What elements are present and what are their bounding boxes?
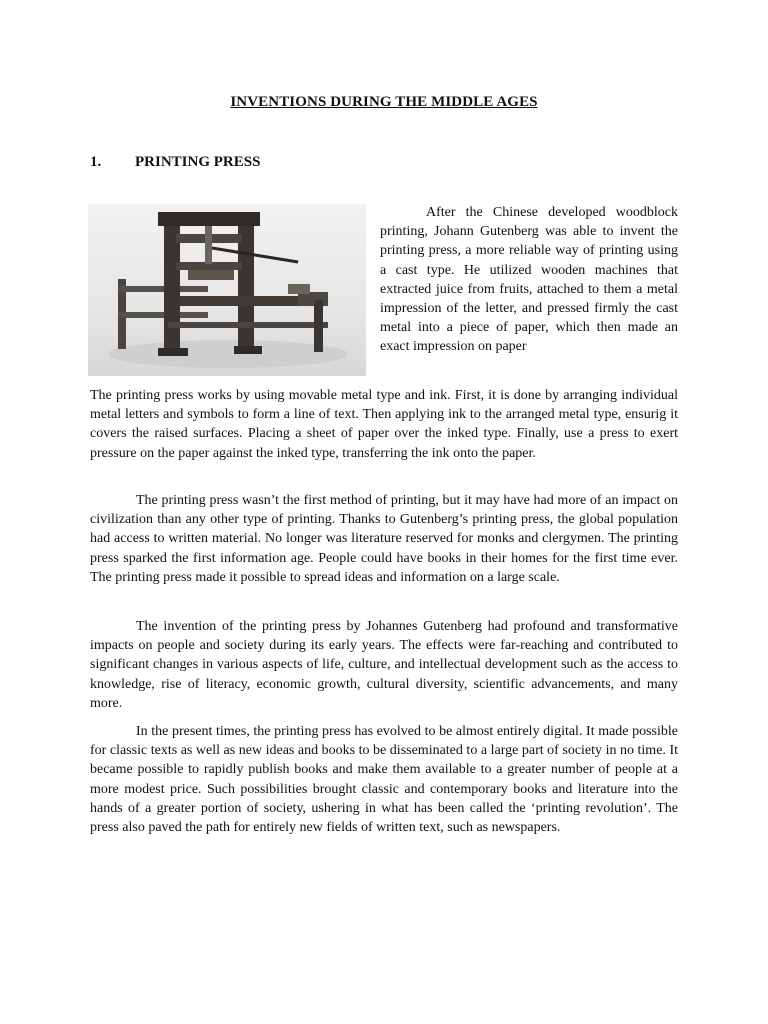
paragraph-how-it-works: The printing press works by using movable metal type and ink. First, it is done by arranging individual metal letters and symbols to form a line of text. Then applying ink to the arranged metal type, ensurig it covers the raised surfaces. Placing a sheet of paper over the inked type. Finally, use a press to exert pressure on the paper against the inked type, transferring the ink onto the paper. xyxy=(90,388,678,461)
intro-paragraph: After the Chinese developed woodblock printing, Johann Gutenberg was able to invent the printing press, a more reliable way of printing using a cast type. He utilized wooden machines that extracted juice from fruits, attached to them a metal impression of the letter, and pressed firmly the cast metal into a piece of paper, which then made an exact impression on paper xyxy=(380,205,678,355)
printing-press-illustration xyxy=(88,204,366,376)
section-number: 1. xyxy=(90,154,102,170)
paragraph-impact: The printing press wasn’t the first method of printing, but it may have had more of an impact on civilization than any other type of printing. Thanks to Gutenberg’s printing press, the global population had access to written material. No longer was literature reserved for monks and clergymen. The printing press sparked the first information age. People could have books in their homes for the first time ever. The printing press made it possible to spread ideas and information on a large scale. xyxy=(90,493,678,585)
section-heading xyxy=(90,154,260,171)
document-title: INVENTIONS DURING THE MIDDLE AGES xyxy=(230,94,538,110)
paragraph-present-times: In the present times, the printing press has evolved to be almost entirely digital. It made possible for classic texts as well as new ideas and books to be disseminated to a large part of society in no time. It became possible to rapidly publish books and make them available to a greater number of people at a more modest price. Such possibilities brought classic and contemporary books and literature into the hands of a greater portion of society, ushering in what has been called the ‘printing revolution’. The press also paved the path for entirely new fields of written text, such as newspapers. xyxy=(90,724,678,836)
printing-press-photo xyxy=(88,204,366,376)
paragraph-early-effects: The invention of the printing press by Johannes Gutenberg had profound and transformative impacts on people and society during its early years. The effects were far-reaching and contributed to significant changes in various aspects of life, culture, and intellectual development such as the access to knowledge, rise of literacy, economic growth, cultural diversity, scientific advancements, and many more. xyxy=(90,619,678,711)
section-title: PRINTING PRESS xyxy=(135,154,261,170)
